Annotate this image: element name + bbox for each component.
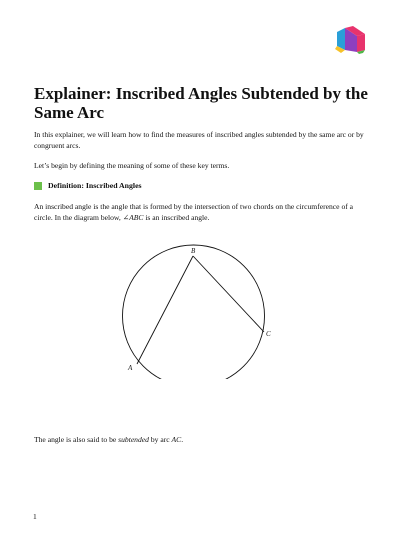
intro-paragraph: In this explainer, we will learn how to find the measures of inscribed angles subtended by the same arc or by congruent arcs. xyxy=(34,130,364,150)
chord-bc xyxy=(193,256,264,332)
subtended-text-middle: by arc xyxy=(148,435,172,444)
point-label-a: A xyxy=(128,364,133,372)
nagwa-logo-icon xyxy=(335,26,367,54)
subtended-text-before: The angle is also said to be xyxy=(34,435,119,444)
subtended-paragraph xyxy=(34,434,370,445)
definition-heading xyxy=(34,181,142,191)
definition-text-after: is an inscribed angle. xyxy=(143,213,210,222)
point-label-c: C xyxy=(266,330,271,338)
subtended-text-after: . xyxy=(181,435,184,444)
subtended-emphasis: subtended xyxy=(118,435,149,444)
point-label-b: B xyxy=(191,247,196,255)
logo-right-bar xyxy=(357,34,365,52)
circle xyxy=(123,245,265,379)
page-title: Explainer: Inscribed Angles Subtended by the Same Arc xyxy=(34,84,368,122)
chord-ba xyxy=(137,256,193,364)
page-number: 1 xyxy=(33,512,37,521)
inscribed-angle-diagram xyxy=(110,244,290,379)
definition-marker-icon xyxy=(34,182,42,190)
angle-name: ∠ABC xyxy=(122,213,144,222)
arc-name: AC xyxy=(171,435,182,444)
lead-in-paragraph: Let’s begin by defining the meaning of some of these key terms. xyxy=(34,161,230,170)
definition-heading-text: Definition: Inscribed Angles xyxy=(48,181,142,190)
definition-paragraph xyxy=(34,201,370,223)
definition-text-before: An inscribed angle is the angle that is formed by the intersection of two chords on the circumference of a circle. In the diagram below, xyxy=(34,202,354,222)
